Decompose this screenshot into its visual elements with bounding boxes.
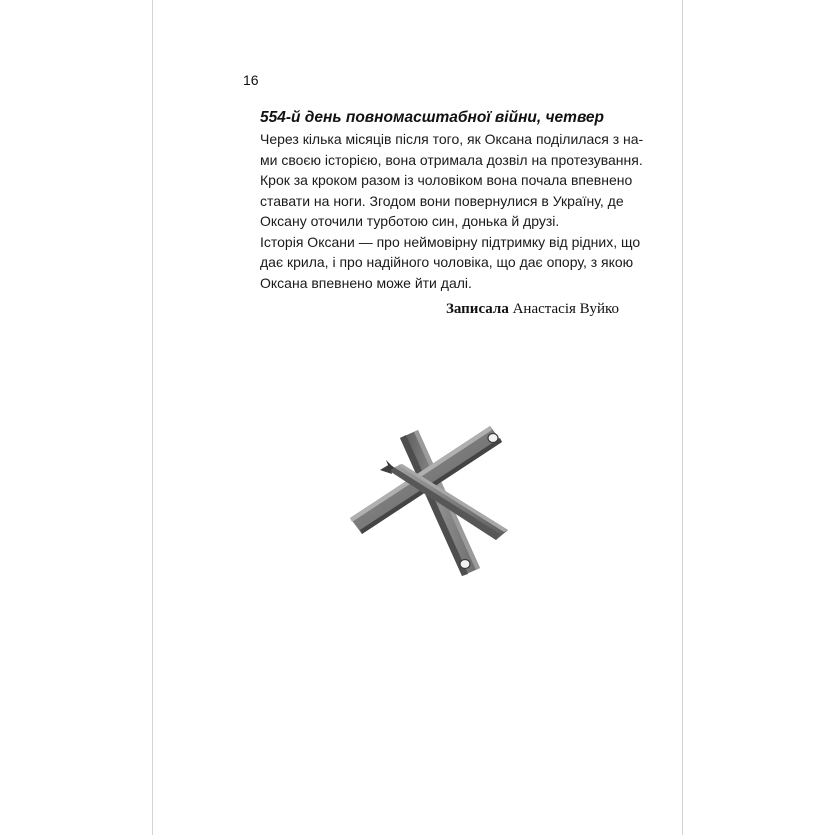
body-line: Крок за кроком разом із чоловіком вона почала впевнено: [260, 172, 633, 188]
signature-label: Записала: [445, 301, 509, 317]
body-paragraph: [260, 129, 644, 293]
body-line: дає крила, і про надійного чоловіка, що дає опору, з якою: [260, 254, 634, 270]
body-line: Оксану оточили турботою син, донька й друзі.: [260, 213, 560, 229]
page-number: 16: [243, 72, 259, 88]
section-heading: 554-й день повномасштабної війни, четвер: [260, 109, 605, 126]
body-line: Історія Оксани — про неймовірну підтримку від рідних, що: [260, 233, 641, 250]
author-signature: [446, 301, 619, 318]
anti-tank-hedgehog-icon: [340, 408, 520, 598]
body-line: Оксана впевнено може йти далі.: [260, 274, 472, 291]
body-line: ставати на ноги. Згодом вони повернулися в Україну, де: [260, 192, 624, 209]
body-line: Через кілька місяців після того, як Оксана поділилася з на-: [260, 131, 644, 147]
body-line: ми своєю історією, вона отримала дозвіл на протезування.: [260, 151, 643, 168]
signature-author: Анастасія Вуйко: [512, 301, 619, 317]
